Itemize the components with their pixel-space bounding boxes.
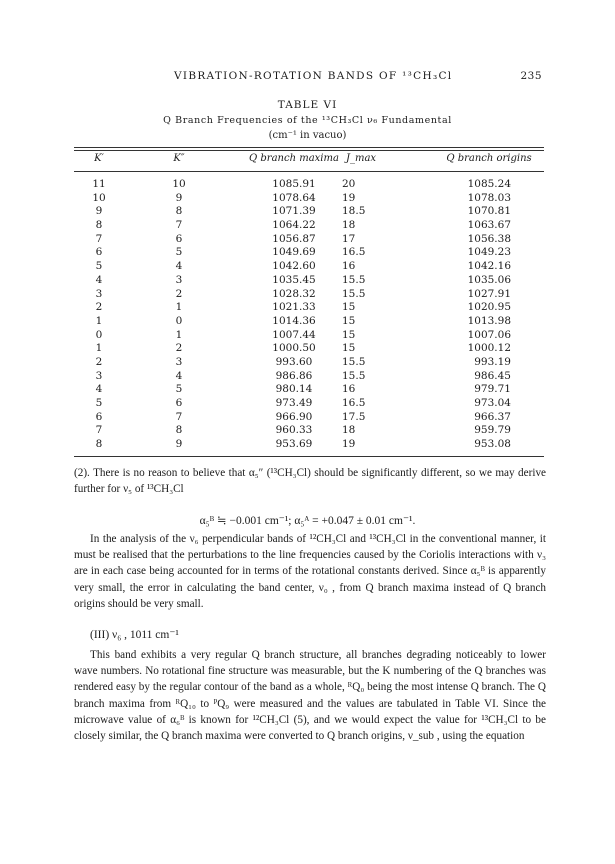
paragraph-3: This band exhibits a very regular Q branch structure, all branches degrading noticeably to lower wave numbers. No rotational fine structure was measurable, but the K numbering of the Q branches was rendered easy by the regular contour of the band as a whole, ᴿQ₀ being the most intense Q branch. The Q branch maxima from ᴿQ₁₀ to ᴾQ₉ were measured and the values are tabulated in Table VI. Since the microwave value of α₆ᴮ is known for ¹²CH₃Cl (5), and we would expect the value for ¹³CH₃Cl to be closely similar, the Q branch maxima were converted to Q branch origins, ν_sub , using the equation [74,649,546,743]
cell-j-max: 17.5 [342,410,366,423]
cell-q-origin: 1013.98 [467,314,511,327]
table-row [74,342,544,356]
cell-j-max: 20 [342,178,356,190]
cell-q-maxima: 1014.36 [272,314,316,327]
cell-j-max: 17 [342,232,356,245]
running-head-title: VIBRATION-ROTATION BANDS OF ¹³CH₃Cl [174,70,453,82]
cell-q-maxima: 1042.60 [272,260,316,273]
cell-q-origin: 1020.95 [467,301,511,314]
cell-k-double-prime: 3 [175,355,183,368]
paragraph-1: (2). There is no reason to believe that α₅″ (¹³CH₃Cl) should be significantly different, so we may derive further for ν₅ of ¹³CH₃Cl [74,467,546,496]
page-number: 235 [520,70,542,82]
cell-q-maxima: 1049.69 [272,246,316,259]
cell-k-double-prime: 10 [172,178,186,190]
cell-q-maxima: 1000.50 [272,342,316,355]
cell-k-prime: 8 [95,438,103,451]
cell-k-prime: 10 [92,191,106,204]
table-body [74,178,544,452]
cell-j-max: 19 [342,438,356,451]
table-top-rule [74,147,544,148]
table-row [74,397,544,411]
cell-q-maxima: 1071.39 [272,205,316,218]
header-k-prime: K′ [94,153,104,164]
cell-j-max: 16.5 [342,397,366,409]
table-row [74,205,544,219]
header-k-double-prime: K″ [173,153,185,164]
table-row [74,246,544,260]
cell-q-maxima: 1056.87 [272,232,316,245]
cell-k-double-prime: 3 [175,273,183,286]
cell-q-maxima: 1035.45 [272,273,316,286]
cell-k-double-prime: 2 [175,342,183,355]
cell-q-origin: 1056.38 [467,232,511,245]
cell-j-max: 16 [342,383,356,396]
cell-k-prime: 0 [95,328,103,341]
table-row [74,411,544,425]
cell-j-max: 19 [342,191,356,204]
table-bottom-rule [74,456,544,457]
cell-k-prime: 2 [95,301,103,314]
cell-q-origin: 966.37 [474,410,511,423]
cell-q-maxima: 960.33 [275,424,313,437]
cell-k-double-prime: 4 [175,369,183,382]
table-row [74,219,544,233]
cell-k-double-prime: 7 [175,410,183,423]
cell-j-max: 15.5 [342,369,366,382]
cell-k-double-prime: 0 [175,314,183,327]
header-q-branch-maxima: Q branch maxima [249,153,339,164]
cell-k-prime: 3 [95,287,103,300]
cell-k-prime: 1 [95,342,103,355]
cell-q-origin: 1063.67 [467,219,511,232]
cell-q-maxima: 980.14 [275,383,313,396]
cell-j-max: 16 [342,260,356,273]
cell-q-origin: 1049.23 [467,246,511,259]
table-row [74,233,544,247]
cell-q-origin: 1078.03 [467,191,511,204]
cell-k-prime: 5 [95,260,103,273]
cell-k-double-prime: 8 [175,424,183,437]
table-units: (cm⁻¹ in vacuo) [268,130,347,141]
cell-k-double-prime: 4 [175,260,183,273]
cell-k-prime: 7 [95,424,103,437]
cell-q-maxima: 1064.22 [272,219,316,232]
cell-k-prime: 4 [95,273,103,286]
cell-q-maxima: 953.69 [275,438,313,451]
table-top-rule-2 [74,150,544,151]
cell-k-double-prime: 9 [175,191,183,204]
cell-k-double-prime: 9 [175,438,183,451]
cell-k-double-prime: 1 [175,301,183,314]
cell-k-prime: 9 [95,205,103,218]
cell-q-maxima: 966.90 [275,410,313,423]
cell-k-prime: 2 [95,355,103,368]
cell-j-max: 15.5 [342,287,366,300]
cell-j-max: 16.5 [342,246,366,259]
cell-k-prime: 3 [95,369,103,382]
table-header-rule [74,171,544,172]
cell-j-max: 15.5 [342,273,366,286]
table-row [74,178,544,192]
cell-k-double-prime: 8 [175,205,183,218]
cell-q-origin: 953.08 [474,438,511,451]
cell-q-origin: 1042.16 [467,260,511,273]
cell-q-maxima: 1007.44 [272,328,316,341]
cell-q-maxima: 986.86 [275,369,313,382]
table-row [74,301,544,315]
cell-k-double-prime: 2 [175,287,183,300]
table-row [74,192,544,206]
table-row [74,438,544,452]
cell-j-max: 18.5 [342,205,366,218]
cell-j-max: 18 [342,219,356,232]
table-row [74,356,544,370]
cell-k-double-prime: 5 [175,383,183,396]
paragraph-2: In the analysis of the ν₆ perpendicular bands of ¹²CH₃Cl and ¹³CH₃Cl in the conventional manner, it must be realised that the perturbations to the line frequencies caused by the Coriolis interactions with ν₃ are in each case being accounted for in terms of the rotational constants derived. Since α₅ᴮ is apparently very small, the error in calculating the band center, ν₀ , from Q branch maxima instead of Q branch origins should be very small. [74,533,546,610]
cell-q-origin: 959.79 [474,424,511,437]
equation-alpha5: α₅ᴮ ≒ −0.001 cm⁻¹; α₅ᴬ = +0.047 ± 0.01 cm⁻¹. [199,515,416,527]
cell-k-double-prime: 6 [175,232,183,245]
cell-q-maxima: 993.60 [275,355,313,368]
cell-q-origin: 1027.91 [467,287,511,300]
cell-k-prime: 11 [92,178,106,190]
cell-q-origin: 1070.81 [467,205,511,218]
table-label: TABLE VI [277,99,338,111]
cell-k-double-prime: 7 [175,219,183,232]
table-header-row [74,153,544,167]
cell-q-origin: 1007.06 [467,328,511,341]
cell-q-maxima: 973.49 [275,397,313,409]
cell-k-prime: 6 [95,410,103,423]
cell-q-origin: 986.45 [474,369,511,382]
cell-k-prime: 6 [95,246,103,259]
section-heading-iii: (III) ν₆ , 1011 cm⁻¹ [90,629,179,641]
table-row [74,329,544,343]
cell-k-double-prime: 5 [175,246,183,259]
cell-j-max: 15 [342,314,356,327]
cell-k-prime: 7 [95,232,103,245]
table-row [74,383,544,397]
cell-k-double-prime: 1 [175,328,183,341]
cell-k-prime: 4 [95,383,103,396]
cell-j-max: 15 [342,328,356,341]
cell-q-maxima: 1028.32 [272,287,316,300]
cell-k-prime: 5 [95,397,103,409]
cell-q-maxima: 1021.33 [272,301,316,314]
cell-k-prime: 8 [95,219,103,232]
cell-q-origin: 993.19 [474,355,511,368]
header-j-max: J_max [345,153,377,164]
table-row [74,424,544,438]
cell-q-origin: 1000.12 [467,342,511,355]
cell-j-max: 18 [342,424,356,437]
cell-k-prime: 1 [95,314,103,327]
cell-j-max: 15 [342,301,356,314]
cell-q-origin: 973.04 [474,397,511,409]
table-row [74,274,544,288]
cell-k-double-prime: 6 [175,397,183,409]
cell-q-origin: 979.71 [474,383,511,396]
table-row [74,288,544,302]
table-row [74,260,544,274]
cell-q-maxima: 1078.64 [272,191,316,204]
header-q-branch-origins: Q branch origins [446,153,532,164]
table-row [74,370,544,384]
table-caption: Q Branch Frequencies of the ¹³CH₃Cl ν₆ Fundamental [163,115,452,126]
table-row [74,315,544,329]
cell-q-origin: 1035.06 [467,273,511,286]
cell-j-max: 15 [342,342,356,355]
cell-q-maxima: 1085.91 [272,178,316,190]
cell-j-max: 15.5 [342,355,366,368]
cell-q-origin: 1085.24 [467,178,511,190]
